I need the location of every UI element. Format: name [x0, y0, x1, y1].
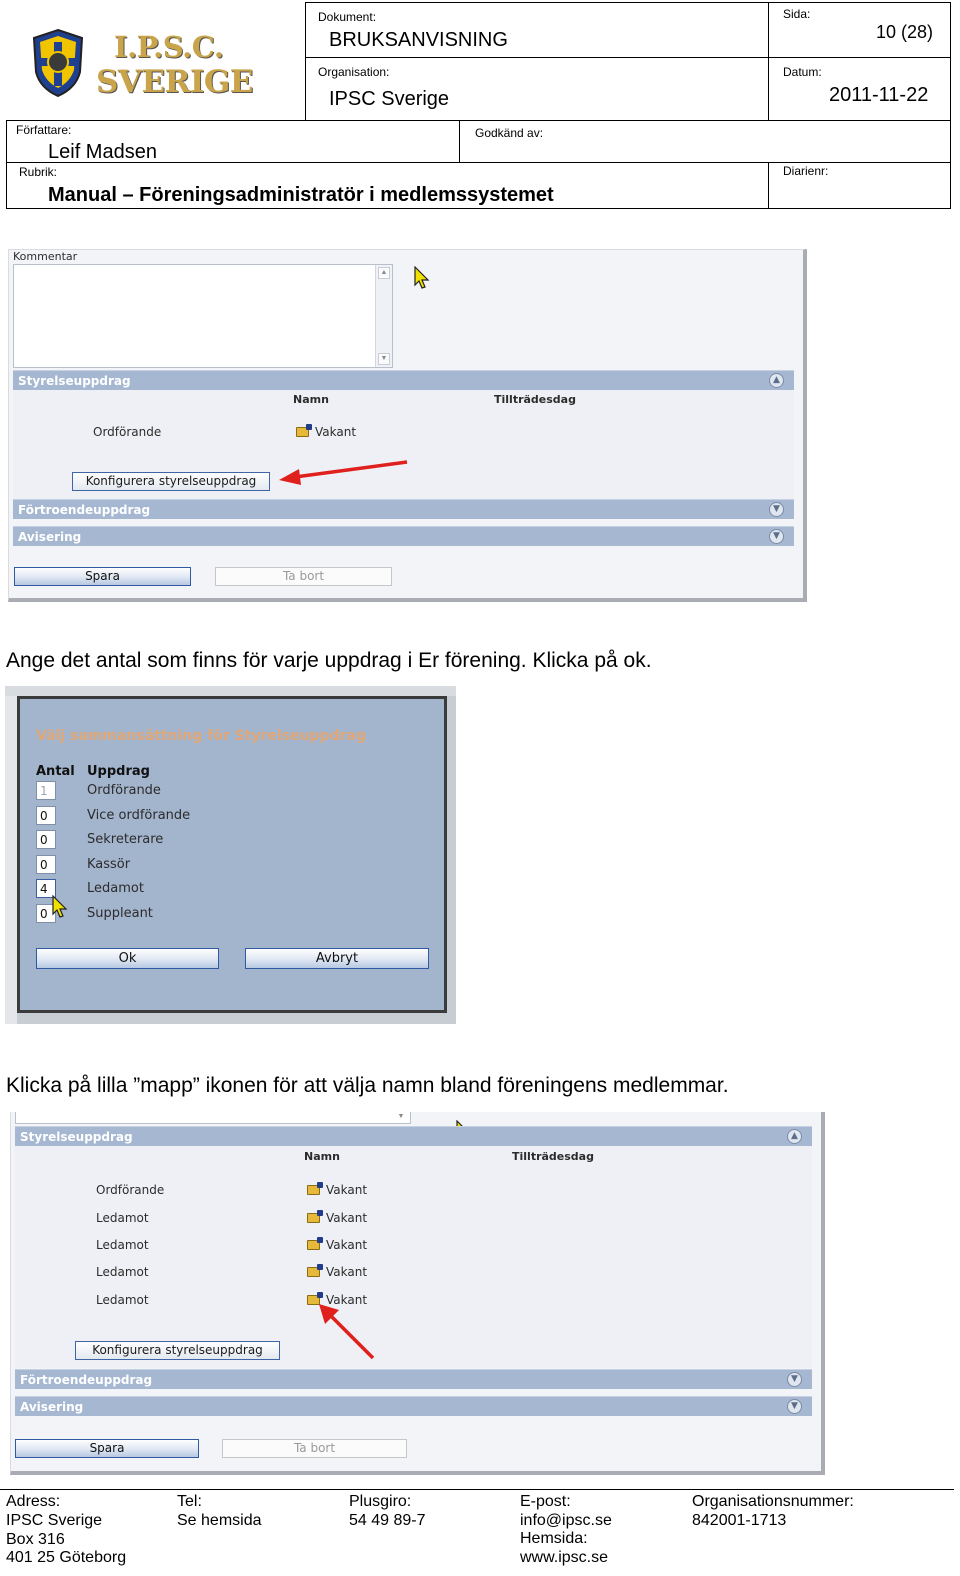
configure-board-button[interactable]: Konfigurera styrelseuppdrag — [72, 472, 270, 491]
section-title: Förtroendeuppdrag — [18, 503, 151, 517]
section-bar-avisering[interactable] — [13, 526, 794, 546]
organisation-label: Organisation: — [318, 65, 390, 79]
scroll-down-icon[interactable]: ▼ — [397, 1113, 405, 1120]
datum-value: 2011-11-22 — [829, 84, 929, 106]
instruction-paragraph-2: Klicka på lilla ”mapp” ikonen för att välja namn bland föreningens medlemmar. — [6, 1074, 729, 1097]
dokument-label: Dokument: — [318, 10, 377, 24]
member-folder-icon[interactable] — [307, 1240, 320, 1250]
dialog-window — [17, 696, 447, 1013]
row-name-link[interactable] — [307, 1265, 367, 1279]
uppdrag-label: Vice ordförande — [87, 808, 191, 823]
row-name: Vakant — [315, 425, 357, 439]
row-name-link[interactable] — [307, 1183, 367, 1197]
forfattare-value: Leif Madsen — [48, 141, 157, 163]
section-title: Avisering — [18, 530, 82, 544]
save-button[interactable]: Spara — [14, 567, 191, 586]
col-tilltradesdag-header: Tillträdesdag — [512, 1150, 594, 1163]
section-bar-fortroendeuppdrag[interactable] — [13, 499, 794, 519]
ipsc-shield-icon — [30, 28, 86, 98]
row-name: Vakant — [326, 1183, 368, 1197]
kommentar-label: Kommentar — [13, 250, 78, 263]
delete-button[interactable]: Ta bort — [222, 1439, 407, 1458]
uppdrag-label: Suppleant — [87, 906, 153, 921]
row-name: Vakant — [326, 1238, 368, 1252]
collapse-up-icon[interactable]: ▲ — [769, 373, 784, 388]
godkand-label: Godkänd av: — [475, 126, 544, 140]
row-role: Ledamot — [96, 1238, 149, 1252]
col-namn-header: Namn — [304, 1150, 340, 1163]
kommentar-textarea[interactable] — [13, 264, 393, 368]
textarea-scrollbar[interactable] — [375, 265, 392, 367]
member-folder-icon[interactable] — [307, 1213, 320, 1223]
row-name: Vakant — [326, 1293, 368, 1307]
section-title: Styrelseuppdrag — [18, 374, 131, 388]
red-arrow-icon — [277, 458, 409, 488]
antal-input[interactable]: 4 — [36, 879, 56, 898]
ipsc-logo — [30, 28, 253, 100]
row-role: Ledamot — [96, 1293, 149, 1307]
antal-input[interactable]: 1 — [36, 781, 56, 800]
rubrik-label: Rubrik: — [19, 165, 58, 179]
board-table — [15, 1146, 812, 1368]
section-bar-styrelseuppdrag[interactable] — [13, 370, 794, 390]
red-arrow-icon — [317, 1302, 377, 1362]
adress-value: IPSC Sverige Box 316 401 25 Göteborg — [6, 1512, 127, 1566]
instruction-paragraph-1: Ange det antal som finns för varje uppdrag i Er förening. Klicka på ok. — [6, 649, 652, 672]
orgnr-value: 842001-1713 — [692, 1512, 787, 1529]
antal-input[interactable]: 0 — [36, 830, 56, 849]
dialog-title: Välj sammansättning för Styrelseuppdrag — [36, 728, 366, 744]
forfattare-label: Författare: — [16, 123, 72, 137]
sida-value: 10 (28) — [876, 22, 934, 42]
section-title: Avisering — [20, 1400, 84, 1414]
antal-input[interactable]: 0 — [36, 806, 56, 825]
uppdrag-label: Ledamot — [87, 881, 144, 896]
section-bar-avisering[interactable] — [15, 1396, 812, 1416]
rubrik-value: Manual – Föreningsadministratör i medlemssystemet — [48, 184, 554, 206]
hemsida-value[interactable]: www.ipsc.se — [520, 1549, 609, 1566]
diarienr-label: Diarienr: — [783, 164, 829, 178]
section-bar-styrelseuppdrag[interactable] — [15, 1126, 812, 1146]
col-uppdrag-header: Uppdrag — [87, 764, 150, 779]
delete-button[interactable]: Ta bort — [215, 567, 392, 586]
plusgiro-label: Plusgiro: — [349, 1493, 412, 1510]
screenshot-composition-dialog — [5, 686, 456, 1024]
expand-down-icon[interactable]: ▼ — [787, 1372, 802, 1387]
configure-board-button[interactable]: Konfigurera styrelseuppdrag — [75, 1341, 280, 1360]
epost-label: E-post: — [520, 1493, 571, 1510]
scroll-up-icon[interactable]: ▲ — [378, 267, 390, 279]
tel-label: Tel: — [177, 1493, 202, 1510]
section-bar-fortroendeuppdrag[interactable] — [15, 1369, 812, 1389]
col-antal-header: Antal — [36, 764, 75, 779]
antal-input[interactable]: 0 — [36, 855, 56, 874]
scroll-down-icon[interactable]: ▼ — [378, 353, 390, 365]
ok-button[interactable]: Ok — [36, 948, 219, 969]
datum-label: Datum: — [783, 65, 822, 79]
row-name: Vakant — [326, 1211, 368, 1225]
row-name: Vakant — [326, 1265, 368, 1279]
expand-down-icon[interactable]: ▼ — [787, 1399, 802, 1414]
logo-text-ipsc: I.P.S.C. — [114, 30, 224, 64]
row-name-link[interactable] — [307, 1238, 367, 1252]
textarea-bottom-edge — [15, 1112, 411, 1124]
section-title: Förtroendeuppdrag — [20, 1373, 153, 1387]
row-role: Ledamot — [96, 1265, 149, 1279]
uppdrag-label: Sekreterare — [87, 832, 164, 847]
member-folder-icon[interactable] — [296, 427, 309, 437]
col-tilltradesdag-header: Tillträdesdag — [494, 393, 576, 406]
expand-down-icon[interactable]: ▼ — [769, 529, 784, 544]
screenshot-board-section — [8, 249, 807, 602]
col-namn-header: Namn — [293, 393, 329, 406]
epost-value[interactable]: info@ipsc.se — [520, 1512, 612, 1529]
screenshot-board-members — [10, 1112, 825, 1475]
mouse-cursor-icon — [52, 895, 68, 919]
orgnr-label: Organisationsnummer: — [692, 1493, 854, 1510]
row-name-link[interactable] — [307, 1211, 367, 1225]
row-role: Ledamot — [96, 1211, 149, 1225]
plusgiro-value: 54 49 89-7 — [349, 1512, 426, 1529]
sida-label: Sida: — [783, 7, 811, 21]
cancel-button[interactable]: Avbryt — [245, 948, 429, 969]
logo-text-sverige: SVERIGE — [96, 64, 253, 100]
adress-label: Adress: — [6, 1493, 61, 1510]
antal-input[interactable]: 0 — [36, 904, 56, 923]
save-button[interactable]: Spara — [15, 1439, 199, 1458]
dokument-value: BRUKSANVISNING — [329, 29, 508, 51]
tel-value: Se hemsida — [177, 1512, 262, 1529]
organisation-value: IPSC Sverige — [329, 88, 450, 110]
member-folder-icon[interactable] — [307, 1267, 320, 1277]
hemsida-label: Hemsida: — [520, 1530, 588, 1547]
collapse-up-icon[interactable]: ▲ — [787, 1129, 802, 1144]
expand-down-icon[interactable]: ▼ — [769, 502, 784, 517]
row-name-link[interactable] — [296, 425, 356, 439]
section-title: Styrelseuppdrag — [20, 1130, 133, 1144]
uppdrag-label: Kassör — [87, 857, 131, 872]
mouse-cursor-icon — [414, 266, 430, 290]
member-folder-icon[interactable] — [307, 1185, 320, 1195]
row-role: Ordförande — [93, 425, 162, 439]
uppdrag-label: Ordförande — [87, 783, 161, 798]
row-role: Ordförande — [96, 1183, 165, 1197]
